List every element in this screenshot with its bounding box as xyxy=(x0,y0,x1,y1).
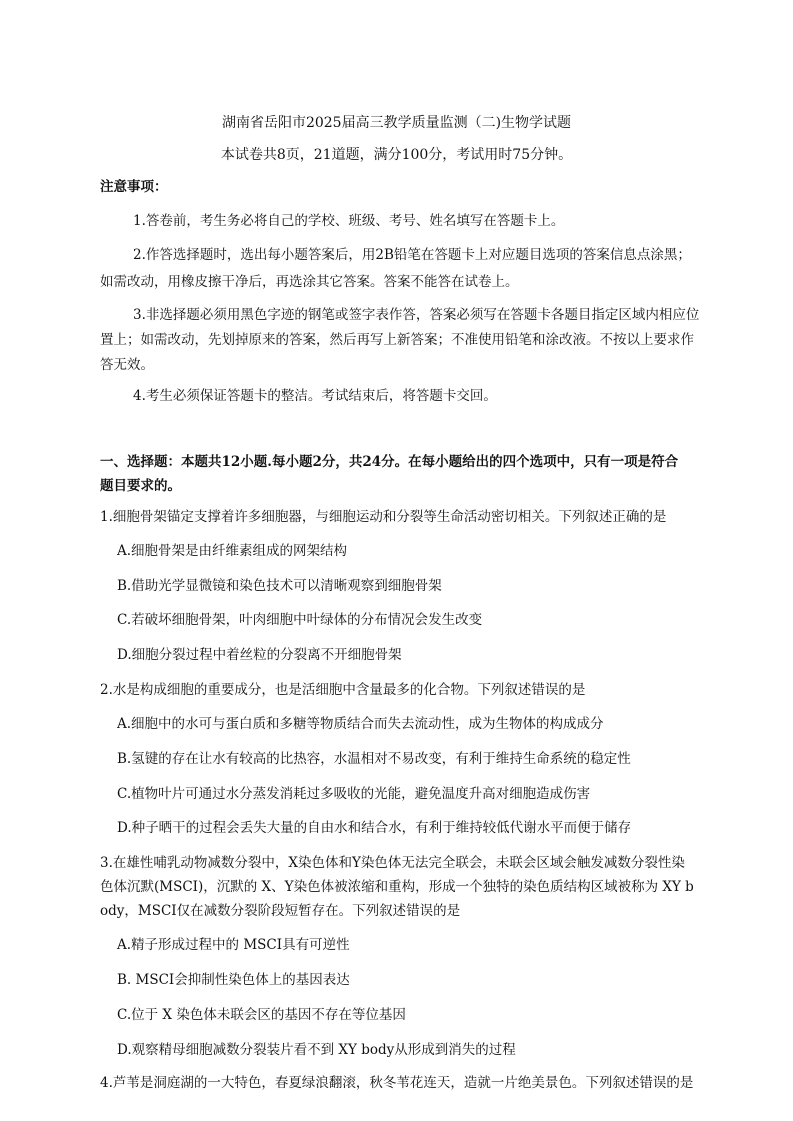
question-1-stem: 1.细胞骨架锚定支撑着许多细胞器，与细胞运动和分裂等生命活动密切相关。下列叙述正确的是 xyxy=(100,509,667,525)
note-item-3-line-3: 答无效。 xyxy=(100,357,154,373)
note-item-1: 1.答卷前，考生务必将自己的学校、班级、考号、姓名填写在答题卡上。 xyxy=(133,213,565,229)
question-1-option-c: C.若破坏细胞骨架，叶肉细胞中叶绿体的分布情况会发生改变 xyxy=(117,612,483,628)
question-2-option-c: C.植物叶片可通过水分蒸发消耗过多吸收的光能，避免温度升高对细胞造成伤害 xyxy=(117,786,591,802)
question-2-option-b: B.氢键的存在让水有较高的比热容，水温相对不易改变，有利于维持生命系统的稳定性 xyxy=(117,751,631,767)
question-1-option-d: D.细胞分裂过程中着丝粒的分裂离不开细胞骨架 xyxy=(117,647,402,663)
section-heading-line-2: 题目要求的。 xyxy=(100,478,181,494)
question-1-option-b: B.借助光学显微镜和染色技术可以清晰观察到细胞骨架 xyxy=(117,578,442,594)
section-heading-line-1: 一、选择题：本题共12小题.每小题2分，共24分。在每小题给出的四个选项中，只有一项是符合 xyxy=(100,454,679,470)
question-3-stem-line-3: ody，MSCI仅在减数分裂阶段短暂存在。下列叙述错误的是 xyxy=(100,903,461,919)
note-item-4: 4.考生必须保证答题卡的整洁。考试结束后，将答题卡交回。 xyxy=(133,388,497,404)
page-title: 湖南省岳阳市2025届高三教学质量监测（二)生物学试题 xyxy=(221,115,572,131)
page-subtitle: 本试卷共8页，21道题，满分100分，考试用时75分钟。 xyxy=(220,147,573,163)
question-1-option-a: A.细胞骨架是由纤维素组成的网架结构 xyxy=(117,543,348,559)
note-item-3-line-1: 3.非选择题必须用黑色字迹的钢笔或签字表作答，答案必须写在答题卡各题目指定区域内相应位 xyxy=(133,307,700,323)
note-item-2-line-2: 如需改动，用橡皮擦干净后，再选涂其它答案。答案不能答在试卷上。 xyxy=(100,274,519,290)
question-2-option-a: A.细胞中的水可与蛋白质和多糖等物质结合而失去流动性，成为生物体的构成成分 xyxy=(117,716,604,732)
question-3-option-d: D.观察精母细胞减数分裂装片看不到 XY body从形成到消失的过程 xyxy=(117,1042,516,1058)
question-3-option-c: C.位于 X 染色体未联会区的基因不存在等位基因 xyxy=(117,1007,406,1023)
question-3-option-a: A.精子形成过程中的 MSCI具有可逆性 xyxy=(117,937,350,953)
question-2-stem: 2.水是构成细胞的重要成分，也是活细胞中含量最多的化合物。下列叙述错误的是 xyxy=(100,682,586,698)
question-3-option-b: B. MSCI会抑制性染色体上的基因表达 xyxy=(117,972,350,988)
note-item-3-line-2: 置上；如需改动，先划掉原来的答案，然后再写上新答案；不准使用铅笔和涂改液。不按以上要求作 xyxy=(100,332,694,348)
question-3-stem-line-2: 色体沉默(MSCI)，沉默的 X、Y染色体被浓缩和重构，形成一个独特的染色质结构区域被称为 XY b xyxy=(100,879,694,895)
note-item-2-line-1: 2.作答选择题时，选出每小题答案后，用2B铅笔在答题卡上对应题目选项的答案信息点涂黑； xyxy=(133,247,691,263)
notes-heading: 注意事项： xyxy=(100,179,168,195)
question-4-stem: 4.芦苇是洞庭湖的一大特色，春夏绿浪翻滚，秋冬苇花连天，造就一片绝美景色。下列叙述错误的是 xyxy=(100,1075,694,1091)
question-3-stem-line-1: 3.在雄性哺乳动物减数分裂中，X染色体和Y染色体无法完全联会，未联会区域会触发减数分裂性染 xyxy=(100,855,685,871)
question-2-option-d: D.种子晒干的过程会丢失大量的自由水和结合水，有利于维持较低代谢水平而便于储存 xyxy=(117,820,632,836)
